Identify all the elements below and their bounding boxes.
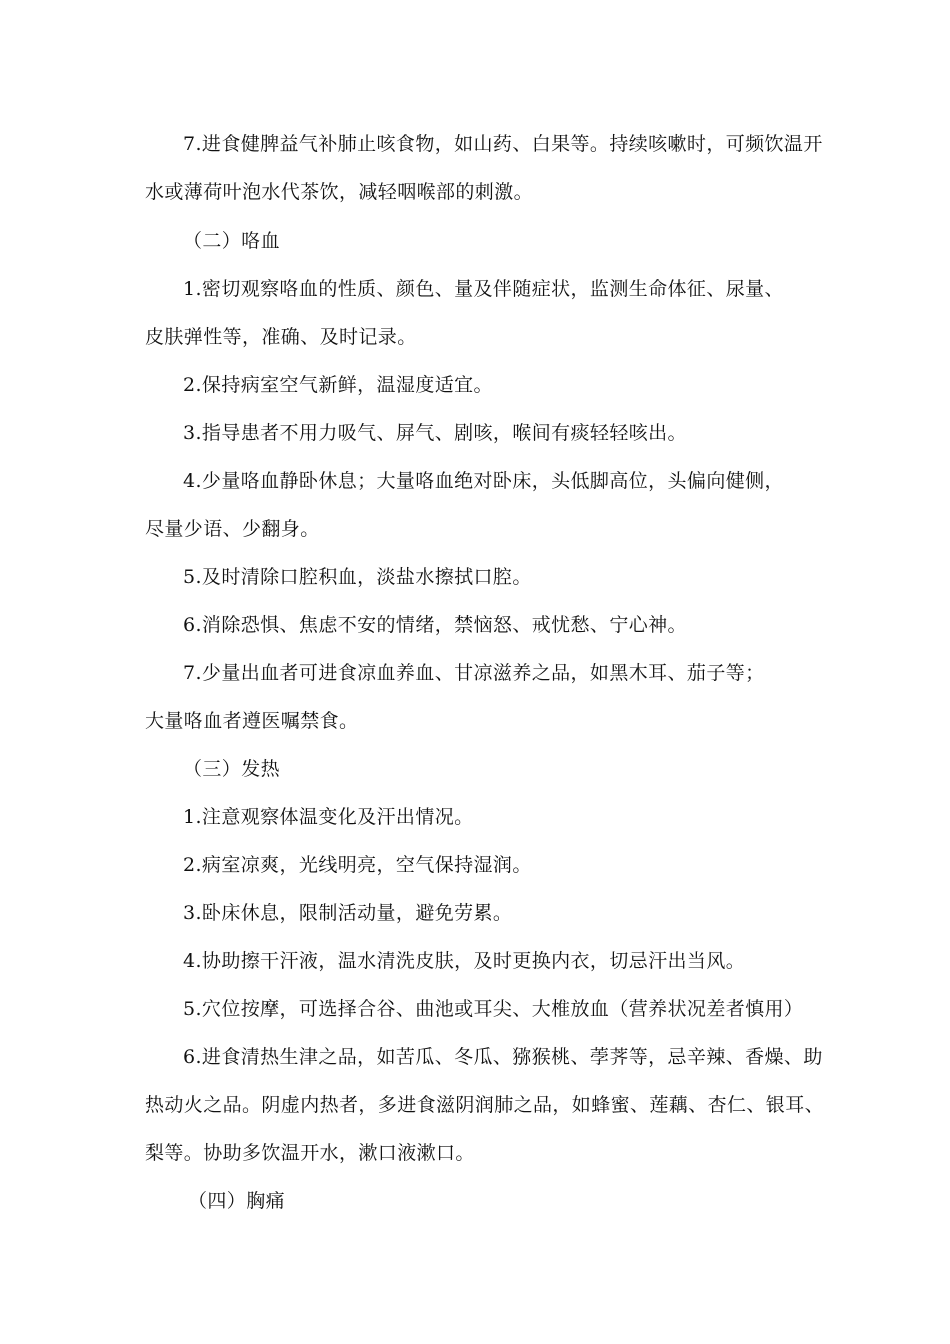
section-heading: （四）胸痛 [188,1190,286,1212]
section-heading: （二）咯血 [183,230,281,252]
paragraph-line: 5.及时清除口腔积血，淡盐水擦拭口腔。 [183,566,532,588]
paragraph-line: 水或薄荷叶泡水代茶饮，减轻咽喉部的刺激。 [145,181,534,203]
paragraph-line: 6.消除恐惧、焦虑不安的情绪，禁恼怒、戒忧愁、宁心神。 [183,614,687,636]
paragraph-line: 1.密切观察咯血的性质、颜色、量及伴随症状，监测生命体征、尿量、 [183,278,784,300]
paragraph-line: 皮肤弹性等，准确、及时记录。 [145,326,417,348]
paragraph-line: 7.少量出血者可进食凉血养血、甘凉滋养之品，如黑木耳、茄子等； [183,662,765,684]
paragraph-line: 5.穴位按摩，可选择合谷、曲池或耳尖、大椎放血（营养状况差者慎用） [183,998,804,1020]
section-heading: （三）发热 [183,758,281,780]
paragraph-line: 热动火之品。阴虚内热者，多进食滋阴润肺之品，如蜂蜜、莲藕、杏仁、银耳、 [145,1094,825,1116]
paragraph-line: 6.进食清热生津之品，如苦瓜、冬瓜、猕猴桃、荸荠等，忌辛辣、香燥、助 [183,1046,823,1068]
paragraph-line: 大量咯血者遵医嘱禁食。 [145,710,359,732]
paragraph-line: 尽量少语、少翻身。 [145,518,320,540]
paragraph-line: 4.少量咯血静卧休息；大量咯血绝对卧床，头低脚高位，头偏向健侧， [183,470,784,492]
paragraph-line: 梨等。协助多饮温开水，漱口液漱口。 [145,1142,475,1164]
paragraph-line: 3.指导患者不用力吸气、屏气、剧咳，喉间有痰轻轻咳出。 [183,422,687,444]
paragraph-line: 2.病室凉爽，光线明亮，空气保持湿润。 [183,854,532,876]
paragraph-line: 3.卧床休息，限制活动量，避免劳累。 [183,902,513,924]
paragraph-line: 7.进食健脾益气补肺止咳食物，如山药、白果等。持续咳嗽时，可频饮温开 [183,133,823,155]
paragraph-line: 4.协助擦干汗液，温水清洗皮肤，及时更换内衣，切忌汗出当风。 [183,950,746,972]
paragraph-line: 1.注意观察体温变化及汗出情况。 [183,806,474,828]
paragraph-line: 2.保持病室空气新鲜，温湿度适宜。 [183,374,493,396]
